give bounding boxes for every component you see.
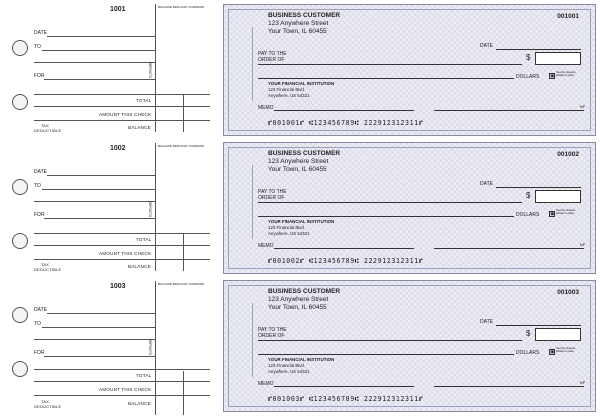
stub-for-label: FOR	[34, 350, 45, 356]
bank-city: Anywhere, US 54321	[268, 231, 310, 236]
amount-box[interactable]	[535, 190, 581, 203]
payee-line[interactable]	[258, 202, 522, 203]
business-name: BUSINESS CUSTOMER	[268, 288, 341, 295]
stub-for-line[interactable]	[44, 356, 155, 357]
date-label: DATE	[480, 181, 493, 187]
dollar-sign: $	[526, 53, 531, 62]
total-label: TOTAL	[136, 98, 152, 103]
stub-date-line[interactable]	[47, 36, 155, 37]
balance-forward-label: BALANCE BROUGHT FORWARD	[158, 282, 204, 286]
date-label: DATE	[480, 43, 493, 49]
tax-deductible-label: TAX DEDUCTIBLE	[34, 123, 62, 133]
check	[223, 4, 596, 136]
balance-forward-label: BALANCE BROUGHT FORWARD	[158, 5, 204, 9]
amount-this-check-label: AMOUNT THIS CHECK	[99, 387, 152, 392]
memo-label: MEMO	[258, 105, 274, 111]
check-stub	[0, 277, 210, 415]
deposits-label: DEPOSITS	[148, 339, 152, 356]
stub-for-line[interactable]	[44, 79, 155, 80]
payee-line[interactable]	[258, 340, 522, 341]
lock-icon: ▣	[550, 73, 555, 79]
memo-line[interactable]	[274, 248, 414, 249]
pay-to-label: PAY TO THE	[258, 189, 287, 195]
balance-forward-label: BALANCE BROUGHT FORWARD	[158, 144, 204, 148]
written-amount-line[interactable]	[258, 78, 514, 79]
bank-street: 123 Financial Blvd	[268, 87, 304, 92]
deposits-label: DEPOSITS	[148, 62, 152, 79]
stub-number: 1002	[110, 145, 126, 152]
business-name: BUSINESS CUSTOMER	[268, 150, 341, 157]
stub-date-label: DATE	[34, 30, 47, 36]
dollar-sign: $	[526, 191, 531, 200]
security-text: Security features. Details on back.	[556, 209, 577, 215]
bank-street: 123 Financial Blvd	[268, 363, 304, 368]
bank-name: YOUR FINANCIAL INSTITUTION	[268, 81, 335, 86]
stub-to-label: TO	[34, 321, 41, 327]
date-line[interactable]	[496, 49, 581, 50]
written-amount-line[interactable]	[258, 354, 514, 355]
mp-label: MP	[579, 243, 585, 247]
stub-number: 1001	[110, 6, 126, 13]
bank-city: Anywhere, US 54321	[268, 369, 310, 374]
stub-date-label: DATE	[34, 307, 47, 313]
business-city: Your Town, IL 60455	[268, 28, 327, 35]
memo-label: MEMO	[258, 243, 274, 249]
micr-line: ⑈001003⑈ ⑆123456789⑆ 222912312311⑈	[268, 395, 424, 403]
check-number: 001001	[557, 13, 579, 20]
bank-city: Anywhere, US 54321	[268, 93, 310, 98]
amount-this-check-label: AMOUNT THIS CHECK	[99, 112, 152, 117]
stub-to-line[interactable]	[42, 50, 155, 51]
check-number: 001003	[557, 289, 579, 296]
bank-street: 123 Financial Blvd	[268, 225, 304, 230]
balance-label: BALANCE	[128, 264, 151, 269]
amount-this-check-label: AMOUNT THIS CHECK	[99, 251, 152, 256]
mp-label: MP	[579, 105, 585, 109]
stub-date-line[interactable]	[47, 175, 155, 176]
written-amount-line[interactable]	[258, 216, 514, 217]
date-label: DATE	[480, 319, 493, 325]
date-line[interactable]	[496, 187, 581, 188]
stub-to-line[interactable]	[42, 327, 155, 328]
stub-for-label: FOR	[34, 73, 45, 79]
binder-hole	[12, 233, 28, 249]
memo-line[interactable]	[274, 386, 414, 387]
security-text: Security features. Details on back.	[556, 347, 577, 353]
total-label: TOTAL	[136, 373, 152, 378]
order-of-label: ORDER OF	[258, 333, 285, 339]
memo-label: MEMO	[258, 381, 274, 387]
business-city: Your Town, IL 60455	[268, 304, 327, 311]
binder-hole	[12, 179, 28, 195]
business-street: 123 Anywhere Street	[268, 20, 329, 27]
binder-hole	[12, 307, 28, 323]
binder-hole	[12, 94, 28, 110]
total-label: TOTAL	[136, 237, 152, 242]
payee-line[interactable]	[258, 64, 522, 65]
business-city: Your Town, IL 60455	[268, 166, 327, 173]
check	[223, 142, 596, 274]
bank-name: YOUR FINANCIAL INSTITUTION	[268, 357, 335, 362]
stub-number: 1003	[110, 283, 126, 290]
check-stub	[0, 139, 210, 277]
balance-label: BALANCE	[128, 401, 151, 406]
stub-date-label: DATE	[34, 169, 47, 175]
amount-box[interactable]	[535, 328, 581, 341]
balance-label: BALANCE	[128, 125, 151, 130]
stub-for-label: FOR	[34, 212, 45, 218]
deposits-label: DEPOSITS	[148, 201, 152, 218]
security-text: Security features. Details on back.	[556, 71, 577, 77]
mp-label: MP	[579, 381, 585, 385]
signature-line[interactable]	[434, 248, 584, 249]
memo-line[interactable]	[274, 110, 414, 111]
dollars-label: DOLLARS	[516, 212, 540, 218]
signature-line[interactable]	[434, 110, 584, 111]
bank-name: YOUR FINANCIAL INSTITUTION	[268, 219, 335, 224]
stub-to-label: TO	[34, 183, 41, 189]
lock-icon: ▣	[550, 349, 555, 355]
stub-date-line[interactable]	[47, 313, 155, 314]
business-street: 123 Anywhere Street	[268, 296, 329, 303]
pay-to-label: PAY TO THE	[258, 51, 287, 57]
check	[223, 280, 596, 412]
binder-hole	[12, 40, 28, 56]
stub-to-line[interactable]	[42, 189, 155, 190]
business-name: BUSINESS CUSTOMER	[268, 12, 341, 19]
dollars-label: DOLLARS	[516, 74, 540, 80]
stub-to-label: TO	[34, 44, 41, 50]
pay-to-label: PAY TO THE	[258, 327, 287, 333]
business-street: 123 Anywhere Street	[268, 158, 329, 165]
binder-hole	[12, 361, 28, 377]
order-of-label: ORDER OF	[258, 195, 285, 201]
lock-icon: ▣	[550, 211, 555, 217]
check-stub	[0, 0, 210, 138]
check-number: 001002	[557, 151, 579, 158]
stub-for-line[interactable]	[44, 218, 155, 219]
dollar-sign: $	[526, 329, 531, 338]
order-of-label: ORDER OF	[258, 57, 285, 63]
micr-line: ⑈001002⑈ ⑆123456789⑆ 222912312311⑈	[268, 257, 424, 265]
amount-box[interactable]	[535, 52, 581, 65]
date-line[interactable]	[496, 325, 581, 326]
micr-line: ⑈001001⑈ ⑆123456789⑆ 222912312311⑈	[268, 119, 424, 127]
tax-deductible-label: TAX DEDUCTIBLE	[34, 262, 62, 272]
tax-deductible-label: TAX DEDUCTIBLE	[34, 399, 62, 409]
dollars-label: DOLLARS	[516, 350, 540, 356]
signature-line[interactable]	[434, 386, 584, 387]
